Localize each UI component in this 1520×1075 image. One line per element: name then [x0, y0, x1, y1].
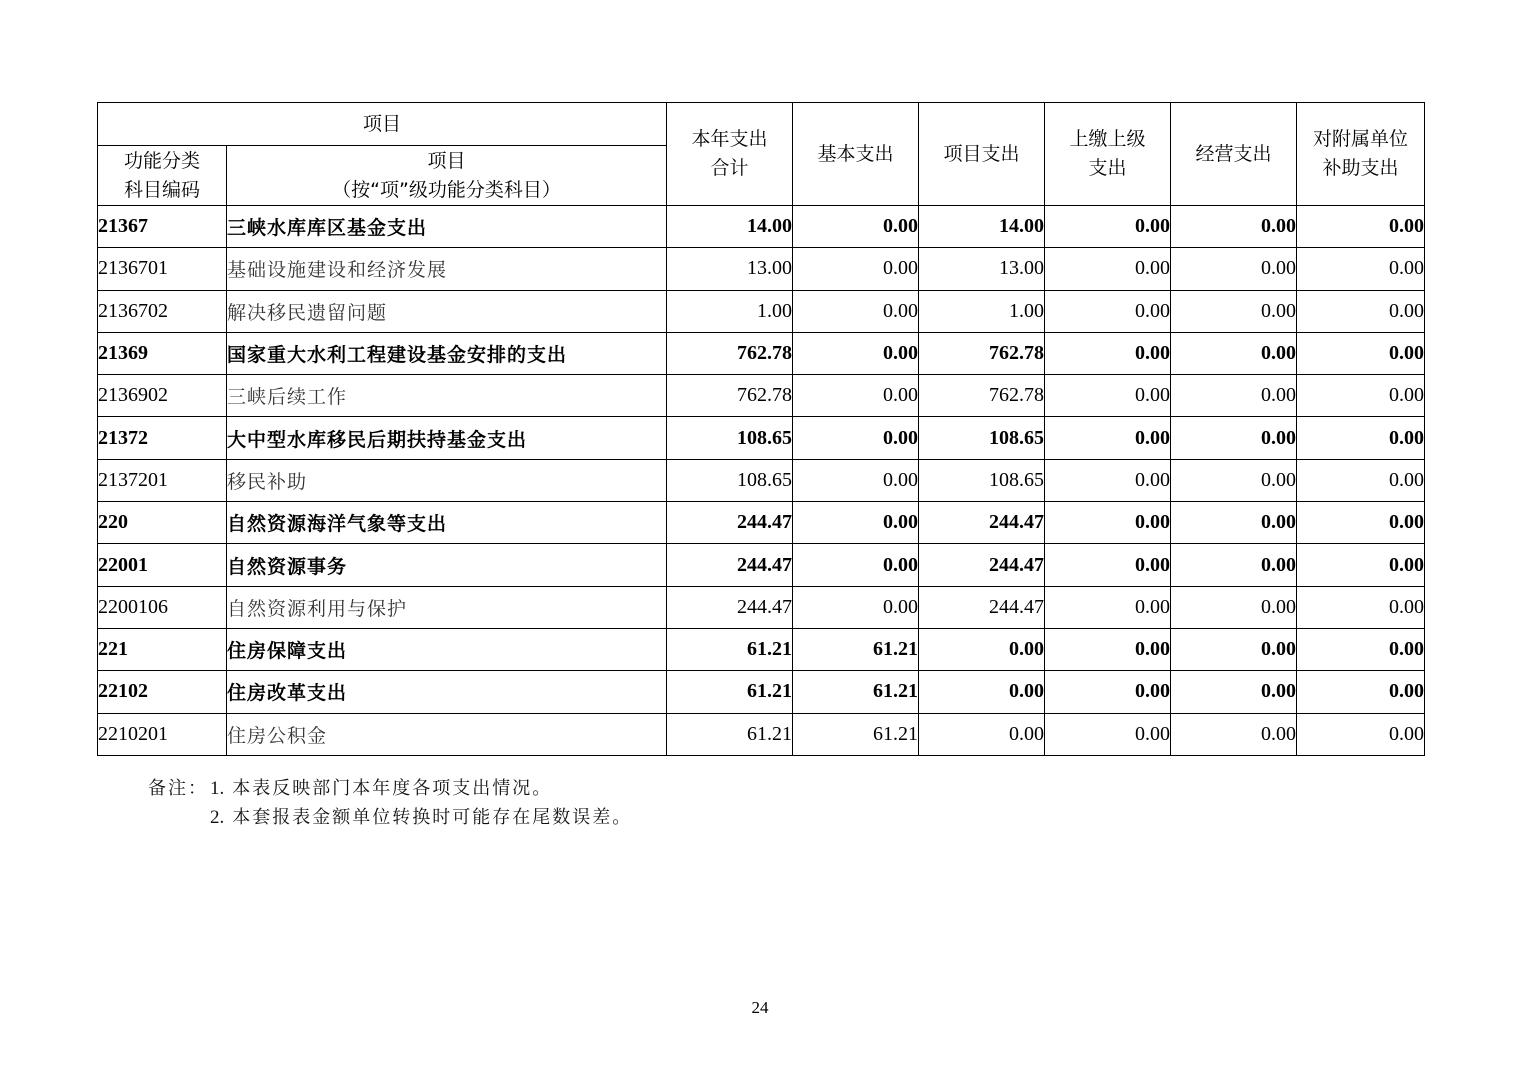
value-project: 0.00: [919, 713, 1045, 755]
note-number: 2.: [210, 807, 225, 828]
value-total: 762.78: [667, 375, 793, 417]
value-remit-superior: 0.00: [1045, 544, 1171, 586]
value-project: 244.47: [919, 586, 1045, 628]
row-item-name: 自然资源海洋气象等支出: [227, 502, 667, 544]
table-row: [98, 290, 1425, 332]
value-project: 108.65: [919, 417, 1045, 459]
value-total: 1.00: [667, 290, 793, 332]
row-item-name: 三峡后续工作: [227, 375, 667, 417]
value-remit-superior: 0.00: [1045, 502, 1171, 544]
note-text: 本套报表金额单位转换时可能存在尾数误差。: [232, 807, 633, 828]
row-code: 22001: [98, 544, 227, 586]
table-row: [98, 417, 1425, 459]
value-operating: 0.00: [1171, 375, 1297, 417]
value-remit-superior: 0.00: [1045, 671, 1171, 713]
value-remit-superior: 0.00: [1045, 375, 1171, 417]
table-row: [98, 544, 1425, 586]
table-body: [98, 206, 1425, 756]
row-item-name: 解决移民遗留问题: [227, 290, 667, 332]
table-row: [98, 375, 1425, 417]
value-operating: 0.00: [1171, 332, 1297, 374]
value-operating: 0.00: [1171, 628, 1297, 670]
value-total: 244.47: [667, 502, 793, 544]
row-code: 2137201: [98, 459, 227, 501]
row-code: 2210201: [98, 713, 227, 755]
value-operating: 0.00: [1171, 502, 1297, 544]
value-operating: 0.00: [1171, 713, 1297, 755]
value-basic: 0.00: [793, 459, 919, 501]
row-code: 22102: [98, 671, 227, 713]
header-project: 项目支出: [919, 103, 1045, 206]
value-subsidiary-subsidy: 0.00: [1297, 544, 1425, 586]
value-remit-superior: 0.00: [1045, 332, 1171, 374]
header-row-top: [98, 103, 1425, 146]
header-basic: 基本支出: [793, 103, 919, 206]
notes-lead: 备注：: [148, 778, 208, 799]
header-total: 本年支出 合计: [667, 103, 793, 206]
value-subsidiary-subsidy: 0.00: [1297, 332, 1425, 374]
value-remit-superior: 0.00: [1045, 206, 1171, 248]
row-item-name: 住房公积金: [227, 713, 667, 755]
value-total: 108.65: [667, 417, 793, 459]
value-total: 762.78: [667, 332, 793, 374]
value-subsidiary-subsidy: 0.00: [1297, 290, 1425, 332]
notes: [148, 774, 632, 832]
value-project: 244.47: [919, 502, 1045, 544]
expenditure-table: [97, 102, 1425, 756]
note-line-1: [148, 774, 632, 803]
table-row: [98, 586, 1425, 628]
value-operating: 0.00: [1171, 290, 1297, 332]
row-item-name: 三峡水库库区基金支出: [227, 206, 667, 248]
value-project: 0.00: [919, 628, 1045, 670]
value-project: 1.00: [919, 290, 1045, 332]
value-subsidiary-subsidy: 0.00: [1297, 628, 1425, 670]
table-row: [98, 206, 1425, 248]
header-item: 项目 （按“项”级功能分类科目）: [227, 146, 667, 206]
value-project: 762.78: [919, 375, 1045, 417]
header-code: 功能分类 科目编码: [98, 146, 227, 206]
value-basic: 0.00: [793, 206, 919, 248]
value-total: 14.00: [667, 206, 793, 248]
value-subsidiary-subsidy: 0.00: [1297, 375, 1425, 417]
note-line-2: [148, 803, 632, 832]
value-operating: 0.00: [1171, 586, 1297, 628]
row-code: 21369: [98, 332, 227, 374]
table-row: [98, 671, 1425, 713]
value-remit-superior: 0.00: [1045, 628, 1171, 670]
value-basic: 0.00: [793, 544, 919, 586]
page-number: 24: [751, 998, 769, 1017]
table-row: [98, 459, 1425, 501]
value-basic: 61.21: [793, 628, 919, 670]
row-item-name: 移民补助: [227, 459, 667, 501]
value-basic: 61.21: [793, 713, 919, 755]
value-remit-superior: 0.00: [1045, 248, 1171, 290]
row-item-name: 住房改革支出: [227, 671, 667, 713]
value-subsidiary-subsidy: 0.00: [1297, 417, 1425, 459]
row-code: 2200106: [98, 586, 227, 628]
value-total: 244.47: [667, 544, 793, 586]
value-basic: 0.00: [793, 332, 919, 374]
value-total: 244.47: [667, 586, 793, 628]
value-basic: 0.00: [793, 375, 919, 417]
value-basic: 0.00: [793, 248, 919, 290]
row-code: 21372: [98, 417, 227, 459]
value-project: 13.00: [919, 248, 1045, 290]
value-subsidiary-subsidy: 0.00: [1297, 248, 1425, 290]
row-code: 21367: [98, 206, 227, 248]
value-total: 61.21: [667, 628, 793, 670]
row-item-name: 自然资源利用与保护: [227, 586, 667, 628]
row-item-name: 大中型水库移民后期扶持基金支出: [227, 417, 667, 459]
value-remit-superior: 0.00: [1045, 713, 1171, 755]
header-operating: 经营支出: [1171, 103, 1297, 206]
value-subsidiary-subsidy: 0.00: [1297, 671, 1425, 713]
value-total: 61.21: [667, 671, 793, 713]
value-basic: 0.00: [793, 290, 919, 332]
value-basic: 0.00: [793, 586, 919, 628]
row-code: 2136702: [98, 290, 227, 332]
table-row: [98, 628, 1425, 670]
row-code: 2136701: [98, 248, 227, 290]
value-subsidiary-subsidy: 0.00: [1297, 586, 1425, 628]
row-code: 2136902: [98, 375, 227, 417]
table-row: [98, 332, 1425, 374]
value-total: 61.21: [667, 713, 793, 755]
table-row: [98, 502, 1425, 544]
table-row: [98, 713, 1425, 755]
value-remit-superior: 0.00: [1045, 290, 1171, 332]
table-row: [98, 248, 1425, 290]
value-total: 108.65: [667, 459, 793, 501]
header-group-item: 项目: [98, 103, 667, 146]
row-item-name: 住房保障支出: [227, 628, 667, 670]
value-operating: 0.00: [1171, 206, 1297, 248]
value-project: 108.65: [919, 459, 1045, 501]
value-project: 762.78: [919, 332, 1045, 374]
header-subsidiary-subsidy: 对附属单位 补助支出: [1297, 103, 1425, 206]
value-operating: 0.00: [1171, 544, 1297, 586]
note-number: 1.: [210, 778, 225, 799]
value-remit-superior: 0.00: [1045, 417, 1171, 459]
row-item-name: 自然资源事务: [227, 544, 667, 586]
value-basic: 0.00: [793, 502, 919, 544]
row-item-name: 基础设施建设和经济发展: [227, 248, 667, 290]
value-operating: 0.00: [1171, 459, 1297, 501]
value-remit-superior: 0.00: [1045, 459, 1171, 501]
row-code: 220: [98, 502, 227, 544]
value-subsidiary-subsidy: 0.00: [1297, 502, 1425, 544]
value-basic: 0.00: [793, 417, 919, 459]
value-subsidiary-subsidy: 0.00: [1297, 459, 1425, 501]
value-operating: 0.00: [1171, 671, 1297, 713]
value-project: 244.47: [919, 544, 1045, 586]
value-subsidiary-subsidy: 0.00: [1297, 713, 1425, 755]
row-item-name: 国家重大水利工程建设基金安排的支出: [227, 332, 667, 374]
value-basic: 61.21: [793, 671, 919, 713]
value-remit-superior: 0.00: [1045, 586, 1171, 628]
value-subsidiary-subsidy: 0.00: [1297, 206, 1425, 248]
value-total: 13.00: [667, 248, 793, 290]
value-project: 14.00: [919, 206, 1045, 248]
row-code: 221: [98, 628, 227, 670]
value-operating: 0.00: [1171, 248, 1297, 290]
note-text: 本表反映部门本年度各项支出情况。: [232, 778, 553, 799]
header-remit-superior: 上缴上级 支出: [1045, 103, 1171, 206]
value-operating: 0.00: [1171, 417, 1297, 459]
value-project: 0.00: [919, 671, 1045, 713]
